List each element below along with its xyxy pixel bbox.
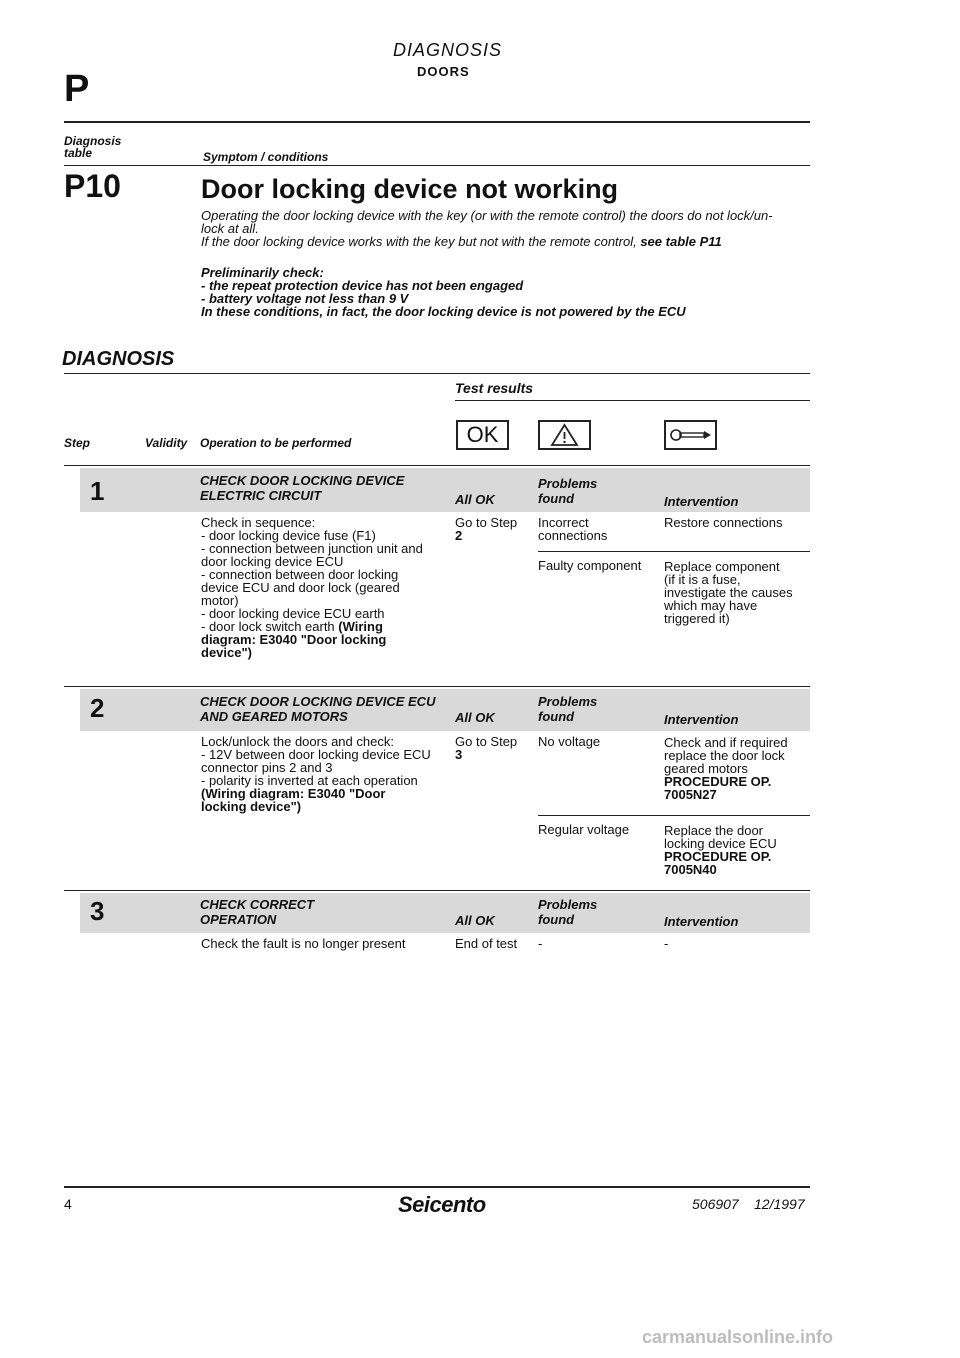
- warning-triangle-icon: [538, 420, 591, 450]
- step1-intervention: Intervention: [664, 494, 739, 509]
- step2-number: 2: [90, 693, 105, 723]
- step1-operation: [201, 516, 441, 659]
- header-rule: [64, 121, 810, 123]
- step3-operation: Check the fault is no longer present: [201, 936, 406, 951]
- ok-icon: [456, 420, 509, 450]
- step1-go-to: Go to Step: [455, 515, 518, 530]
- step1-number: 1: [90, 476, 105, 506]
- doc-number: 506907: [692, 1196, 739, 1212]
- step2-problem-1: No voltage: [538, 734, 601, 749]
- preliminary-checks: [201, 266, 821, 318]
- brand-logo: Seicento: [398, 1192, 486, 1217]
- symptom-label: Symptom / conditions: [203, 150, 329, 164]
- step1-top-rule: [64, 465, 810, 466]
- fault-desc-line2: lock at all.: [201, 221, 259, 236]
- step2-operation-text: Lock/unlock the doors and check: - 12V between door locking device ECU connector pins 2 and 3 - polarity is inverted at each operation: [201, 734, 431, 788]
- diagnosis-table-label: Diagnosis table: [64, 134, 122, 160]
- step1-problems: Problems found: [538, 476, 598, 506]
- step1-fix-2: Replace component (if it is a fuse, investigate the causes which may have triggered it): [664, 559, 793, 626]
- step3-top-rule: [64, 890, 810, 891]
- step2-intervention: Intervention: [664, 712, 739, 727]
- ok-icon-label: OK: [466, 422, 499, 447]
- step2-fix-1-text: Check and if required replace the door lock geared motors: [664, 735, 788, 776]
- step2-procedure-2: PROCEDURE OP. 7005N40: [664, 849, 772, 877]
- step2-fix-2-text: Replace the door locking device ECU: [664, 823, 777, 851]
- step2-operation: [201, 735, 446, 813]
- col-validity: Validity: [145, 436, 188, 450]
- step1-problem-2: Faulty component: [538, 558, 642, 573]
- step2-top-rule: [64, 686, 810, 687]
- step1-fix-1: Restore connections: [664, 515, 783, 530]
- step3-number: 3: [90, 896, 105, 926]
- step3-title: CHECK CORRECT OPERATION: [200, 897, 315, 927]
- step2-next-step: 3: [455, 747, 463, 762]
- page-subtitle: DOORS: [417, 64, 470, 79]
- diagnosis-rule: [64, 373, 810, 374]
- fault-desc-line1: Operating the door locking device with the key (or with the remote control) the doors do not lock/un-: [201, 208, 773, 223]
- footer-rule: [64, 1186, 810, 1188]
- page-title: DIAGNOSIS: [393, 40, 503, 60]
- step2-title: CHECK DOOR LOCKING DEVICE ECU AND GEARED MOTORS: [200, 694, 436, 724]
- prelim-item-1: - the repeat protection device has not been engaged: [201, 278, 524, 293]
- step1-title: CHECK DOOR LOCKING DEVICE ELECTRIC CIRCUIT: [200, 473, 405, 503]
- step2-go-to: Go to Step: [455, 734, 518, 749]
- test-results-rule: [455, 400, 810, 401]
- step2-wiring-ref: (Wiring diagram: E3040 "Door locking device"): [201, 786, 386, 814]
- fault-desc-line3: [201, 235, 821, 248]
- step3-all-ok: All OK: [455, 913, 495, 928]
- step2-ok-result: [455, 735, 517, 761]
- col-operation: Operation to be performed: [200, 436, 352, 450]
- symptom-rule: [64, 165, 810, 166]
- see-table-link: see table P11: [640, 234, 722, 249]
- watermark: carmanualsonline.info: [642, 1327, 834, 1347]
- step2-all-ok: All OK: [455, 710, 495, 725]
- step2-problem-2: Regular voltage: [538, 822, 630, 837]
- section-letter: P: [64, 68, 90, 110]
- prelim-item-3: In these conditions, in fact, the door locking device is not powered by the ECU: [201, 304, 686, 319]
- diagnosis-heading: DIAGNOSIS: [62, 348, 175, 370]
- fault-description: [201, 209, 821, 248]
- step1-next-step: 2: [455, 528, 463, 543]
- fault-code: P10: [64, 168, 121, 204]
- step2-mid-rule: [538, 815, 810, 816]
- step3-problem-1: -: [538, 936, 543, 951]
- step1-all-ok: All OK: [455, 492, 495, 507]
- doc-date: 12/1997: [754, 1196, 805, 1212]
- step2-fix-2: [664, 824, 777, 876]
- step1-operation-text: Check in sequence: - door locking device fuse (F1) - connection between junction unit and door locking device ECU - connection between door locking device ECU and door lock (geared motor) - door locking device ECU earth - door lock switch earth: [201, 515, 423, 634]
- step3-fix-1: -: [664, 936, 669, 951]
- step1-mid-rule: [538, 551, 810, 552]
- step1-ok-result: [455, 516, 517, 542]
- step2-problems: Problems found: [538, 694, 598, 724]
- step1-problem-1: Incorrect connections: [538, 515, 608, 543]
- step3-intervention: Intervention: [664, 914, 739, 929]
- step2-procedure-1: PROCEDURE OP. 7005N27: [664, 774, 772, 802]
- test-results-label: Test results: [455, 380, 534, 396]
- col-step: Step: [64, 436, 91, 450]
- step3-ok-result: End of test: [455, 936, 518, 951]
- wrench-icon: [664, 420, 717, 450]
- prelim-item-2: - battery voltage not less than 9 V: [201, 291, 409, 306]
- step3-problems: Problems found: [538, 897, 598, 927]
- prelim-title: Preliminarily check:: [201, 265, 324, 280]
- step2-fix-1: [664, 736, 788, 801]
- step1-wiring-ref: (Wiring diagram: E3040 "Door locking device"): [201, 619, 387, 660]
- fault-desc-line3-text: If the door locking device works with the key but not with the remote control,: [201, 234, 641, 249]
- fault-title: Door locking device not working: [201, 174, 619, 204]
- page-number: 4: [64, 1196, 72, 1212]
